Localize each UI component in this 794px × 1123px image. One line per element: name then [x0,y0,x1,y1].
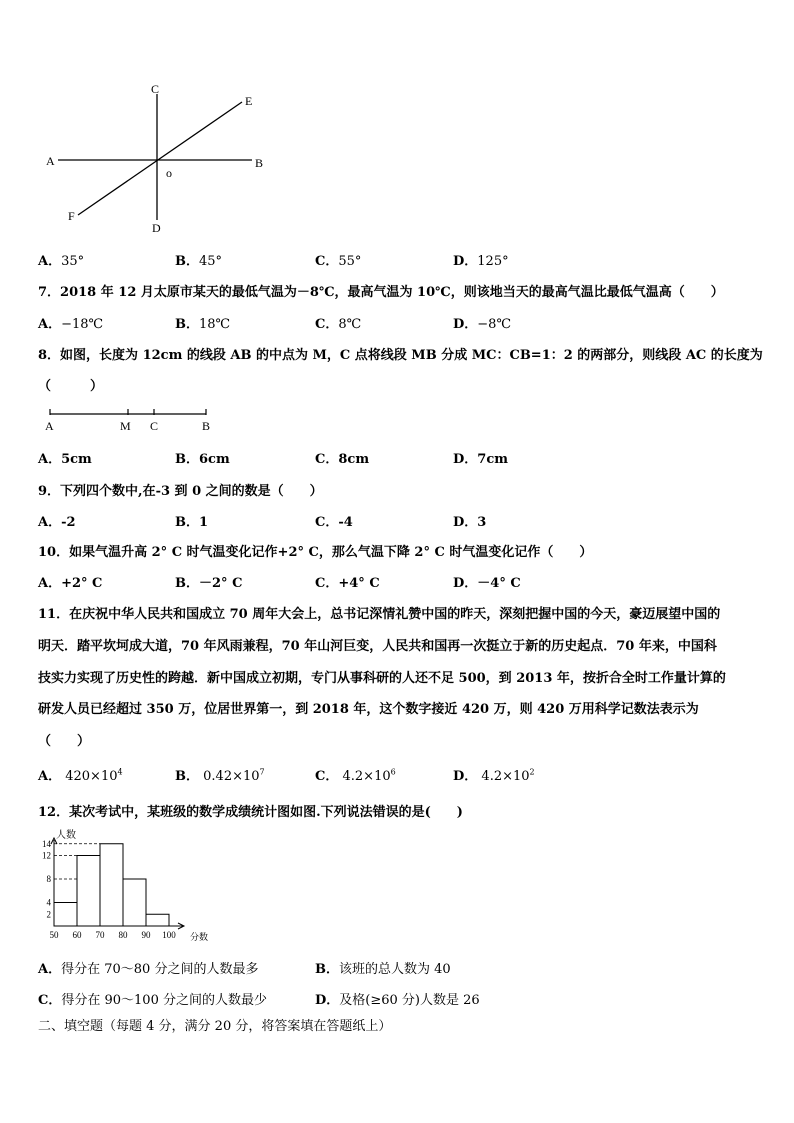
q7-stem: 7．2018 年 12 月太原市某天的最低气温为－8℃，最高气温为 10℃，则该地当天的最高气温比最低气温高（ ） [38,285,724,300]
q10-option-c[interactable]: C．+4° C [315,576,380,591]
q7-option-c[interactable]: C．8℃ [315,317,362,332]
hist-bar-80-90 [123,879,146,926]
segment-label-m: M [120,419,131,433]
q9-option-b[interactable]: B．1 [175,515,209,530]
q11-stem-line2: 明天．踏平坎坷成大道，70 年风雨兼程，70 年山河巨变，人民共和国再一次挺立于新的历史起点．70 年来，中国科 [38,639,717,654]
segment-label-b: B [202,419,211,433]
label-c: C [151,82,160,96]
q6-figure [40,80,280,240]
q6-option-b[interactable]: B．45° [175,254,223,269]
label-f: F [68,209,75,223]
q12-option-b[interactable]: B．该班的总人数为 40 [315,962,451,977]
segment-label-c: C [150,419,159,433]
q8-stem: 8．如图，长度为 12cm 的线段 AB 的中点为 M，C 点将线段 MB 分成 MC：CB=1：2 的两部分，则线段 AC 的长度为 [38,348,763,363]
q12-option-a[interactable]: A．得分在 70～80 分之间的人数最多 [38,962,259,977]
q7-option-a[interactable]: A．−18℃ [38,317,104,332]
q11-option-c[interactable]: C． $4.2\times 10^6$ [315,767,396,784]
hist-xtick-90: 90 [141,930,151,940]
hist-xtick-50: 50 [49,930,59,940]
label-b: B [255,156,264,170]
q10-stem: 10．如果气温升高 2° C 时气温变化记作+2° C，那么气温下降 2° C 时气温变化记作（ ） [38,545,593,560]
hist-ytick-14: 14 [42,838,51,849]
q9-stem: 9．下列四个数中,在-3 到 0 之间的数是（ ） [38,484,323,499]
line-ef [78,102,242,215]
q11-stem-line1: 11．在庆祝中华人民共和国成立 70 周年大会上，总书记深情礼赞中国的昨天，深刻把握中国的今天，豪迈展望中国的 [38,607,721,622]
hist-bar-60-70 [77,856,100,927]
hist-bar-50-60 [54,903,77,927]
q10-option-a[interactable]: A．+2° C [38,576,103,591]
q11-option-b[interactable]: B． $0.42\times 10^7$ [175,767,265,784]
q8-option-c[interactable]: C．8cm [315,452,370,467]
label-e: E [245,94,253,108]
hist-xtick-100: 100 [162,930,176,940]
q6-option-d[interactable]: D．125° [453,254,509,269]
q12-option-d[interactable]: D．及格(≥60 分)人数是 26 [315,993,480,1008]
label-o: o [166,166,172,180]
q8-option-a[interactable]: A．5cm [38,452,92,467]
hist-ytick-12: 12 [42,850,51,861]
q6-option-a[interactable]: A．35° [38,254,85,269]
q11-option-a[interactable]: A． $420\times 10^4$ [38,767,123,784]
hist-xtick-70: 70 [95,930,105,940]
hist-bar-90-100 [146,914,169,926]
q12-stem: 12．某次考试中，某班级的数学成绩统计图如图.下列说法错误的是( ) [38,805,463,820]
q7-option-b[interactable]: B．18℃ [175,317,231,332]
q8-option-d[interactable]: D．7cm [453,452,508,467]
hist-bar-70-80 [100,844,123,926]
q12-histogram [30,826,220,946]
label-a: A [46,154,55,168]
q10-option-d[interactable]: D．－4° C [453,576,521,591]
q8-option-b[interactable]: B．6cm [175,452,230,467]
q9-option-c[interactable]: C．-4 [315,515,353,530]
hist-xtick-60: 60 [72,930,82,940]
hist-ytick-4: 4 [46,897,51,908]
hist-xlabel: 分数 [190,932,209,942]
hist-ytick-8: 8 [46,874,51,884]
q8-paren: （ ） [38,379,104,394]
q9-option-d[interactable]: D．3 [453,515,487,530]
q7-option-d[interactable]: D．−8℃ [453,317,511,332]
segment-label-a: A [45,419,54,433]
q11-stem-line3: 技实力实现了历史性的跨越．新中国成立初期，专门从事科研的人还不足 500，到 2013 年，按折合全时工作量计算的 [38,671,726,686]
q11-paren: （ ） [38,734,91,749]
q8-segment-figure [40,402,220,434]
section-2-heading: 二、填空题（每题 4 分，满分 20 分，将答案填在答题纸上） [38,1019,392,1034]
hist-xtick-80: 80 [118,930,128,940]
q10-option-b[interactable]: B．－2° C [175,576,243,591]
hist-ytick-2: 2 [46,909,51,920]
hist-ylabel: 人数 [56,830,76,841]
q9-option-a[interactable]: A．-2 [38,515,76,530]
q11-option-d[interactable]: D． $4.2\times 10^2$ [453,767,535,784]
label-d: D [152,221,161,235]
q6-option-c[interactable]: C．55° [315,254,362,269]
q12-option-c[interactable]: C．得分在 90～100 分之间的人数最少 [38,993,267,1008]
q11-stem-line4: 研发人员已经超过 350 万，位居世界第一，到 2018 年，这个数字接近 420 万，则 420 万用科学记数法表示为 [38,702,699,717]
